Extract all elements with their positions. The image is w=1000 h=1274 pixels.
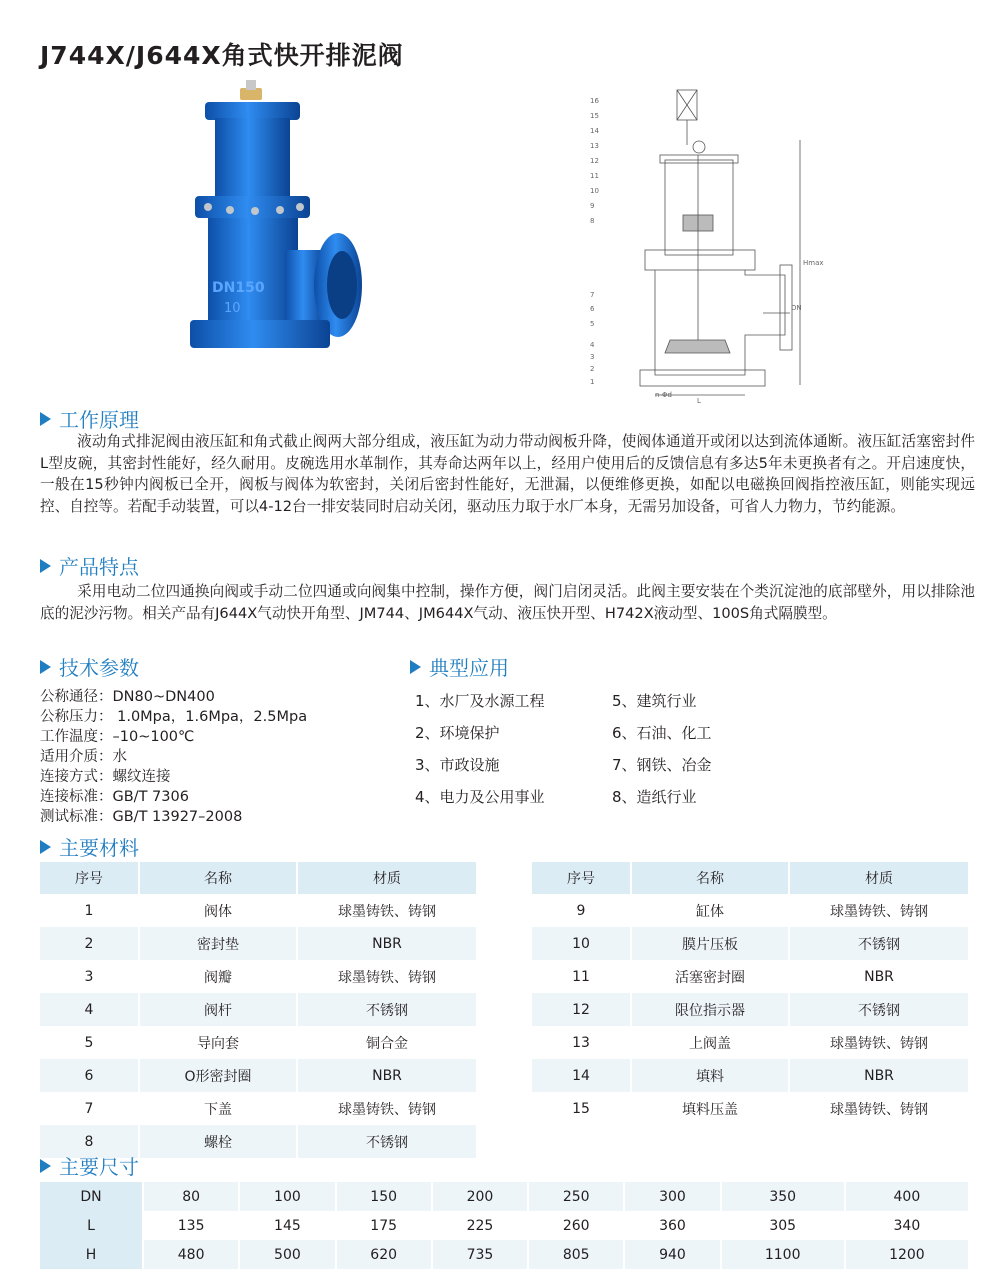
table-row	[532, 960, 969, 993]
cell: 限位指示器	[631, 993, 789, 1026]
section-title: 典型应用	[429, 656, 509, 680]
section-tech-params	[40, 652, 139, 681]
cell: 620	[336, 1240, 432, 1269]
table-row	[40, 993, 477, 1026]
callout-1: 1	[590, 378, 595, 386]
section-title: 技术参数	[59, 656, 139, 680]
table-row	[40, 927, 477, 960]
cell: 480	[143, 1240, 239, 1269]
row-header: DN	[40, 1182, 143, 1211]
cell: 9	[532, 894, 631, 927]
table-row	[40, 1182, 969, 1211]
callout-11: 11	[590, 172, 599, 180]
cell: 100	[239, 1182, 335, 1211]
cell: 球墨铸铁、铸钢	[789, 1092, 969, 1125]
cell: 不锈钢	[789, 927, 969, 960]
row-header: L	[40, 1211, 143, 1240]
col-header: 序号	[40, 862, 139, 894]
cell: 螺栓	[139, 1125, 297, 1158]
callout-7: 7	[590, 291, 595, 299]
callout-10: 10	[590, 187, 599, 195]
cell: 150	[336, 1182, 432, 1211]
cell: 300	[624, 1182, 720, 1211]
col-header: 名称	[631, 862, 789, 894]
cell: 缸体	[631, 894, 789, 927]
valve-section-diagram	[585, 85, 824, 405]
valve-photo	[180, 80, 380, 380]
cell: 阀杆	[139, 993, 297, 1026]
cell: 1	[40, 894, 139, 927]
application-item: 4、电力及公用事业	[415, 788, 545, 806]
table-row	[532, 1059, 969, 1092]
application-item: 2、环境保护	[415, 724, 500, 742]
cell: 940	[624, 1240, 720, 1269]
cell: 80	[143, 1182, 239, 1211]
cell: 填料	[631, 1059, 789, 1092]
cell: 175	[336, 1211, 432, 1240]
cell: NBR	[297, 1059, 477, 1092]
application-item: 6、石油、化工	[612, 724, 712, 742]
col-header: 材质	[789, 862, 969, 894]
section-applications	[410, 652, 509, 681]
cell: 球墨铸铁、铸钢	[297, 960, 477, 993]
cell: 145	[239, 1211, 335, 1240]
triangle-icon	[40, 1159, 51, 1173]
cell: 膜片压板	[631, 927, 789, 960]
cell: 12	[532, 993, 631, 1026]
col-header: 材质	[297, 862, 477, 894]
cell: 11	[532, 960, 631, 993]
tech-params-list	[40, 687, 307, 827]
triangle-icon	[410, 660, 421, 674]
cell: 260	[528, 1211, 624, 1240]
cell: 3	[40, 960, 139, 993]
cell: 下盖	[139, 1092, 297, 1125]
table-row	[40, 1026, 477, 1059]
hmax-label: Hmax	[803, 259, 824, 267]
cell: 球墨铸铁、铸钢	[297, 894, 477, 927]
cell: 805	[528, 1240, 624, 1269]
table-row	[40, 894, 477, 927]
photo-marking-dn: DN150	[212, 280, 265, 296]
callout-8: 8	[590, 217, 595, 225]
cell: 1100	[721, 1240, 845, 1269]
callout-5: 5	[590, 320, 595, 328]
callout-2: 2	[590, 365, 595, 373]
cell: 不锈钢	[297, 993, 477, 1026]
callout-12: 12	[590, 157, 599, 165]
cell: 不锈钢	[789, 993, 969, 1026]
param-item: 公称通径：DN80~DN400	[40, 689, 215, 705]
cell: 15	[532, 1092, 631, 1125]
application-item: 5、建筑行业	[612, 692, 697, 710]
applications-right	[612, 685, 712, 813]
table-row	[40, 1211, 969, 1240]
cell: 4	[40, 993, 139, 1026]
section-title: 工作原理	[59, 408, 139, 432]
cell: 13	[532, 1026, 631, 1059]
param-item: 适用介质：水	[40, 749, 127, 765]
cell: 1200	[845, 1240, 969, 1269]
materials-table-left	[40, 862, 478, 1158]
callout-16: 16	[590, 97, 599, 105]
table-row	[40, 960, 477, 993]
cell: 不锈钢	[297, 1125, 477, 1158]
callout-4: 4	[590, 341, 595, 349]
cell: 活塞密封圈	[631, 960, 789, 993]
triangle-icon	[40, 559, 51, 573]
row-header: H	[40, 1240, 143, 1269]
col-header: 名称	[139, 862, 297, 894]
photo-marking-pn: 10	[224, 301, 241, 316]
callout-13: 13	[590, 142, 599, 150]
cell: 球墨铸铁、铸钢	[789, 1026, 969, 1059]
param-item: 公称压力： 1.0Mpa，1.6Mpa，2.5Mpa	[40, 709, 308, 725]
cell: NBR	[297, 927, 477, 960]
cell: 10	[532, 927, 631, 960]
table-row	[532, 894, 969, 927]
table-header-row	[40, 862, 477, 894]
application-item: 1、水厂及水源工程	[415, 692, 545, 710]
section-materials	[40, 832, 139, 861]
paragraph: 液动角式排泥阀由液压缸和角式截止阀两大部分组成，液压缸为动力带动阀板升降，使阀体通道开或闭以达到流体通断。液压缸活塞密封件L型皮碗，其密封性能好，经久耐用。皮碗选用水革制作，其寿命达两年以上，经用户使用后的反馈信息有多达5年未更换者有之。开启速度快，一般在15秒钟内阀板已全开，阀板与阀体为软密封，关闭后密封性能好，无泄漏，以便维修更换，如配以电磁换回阀指控液压缸，则能实现远控、自控等。若配手动装置，可以4-12台一排安装同时启动关闭，驱动压力取于水厂本身，无需另加设备，可省人力物力，节约能源。	[40, 433, 975, 515]
application-item: 8、造纸行业	[612, 788, 697, 806]
paragraph: 采用电动二位四通换向阀或手动二位四通或向阀集中控制，操作方便，阀门启闭灵活。此阀主要安装在个类沉淀池的底部壁外，用以排除池底的泥沙污物。相关产品有J644X气动快开角型、JM744、JM644X气动、液压快开型、H742X液动型、100S角式隔膜型。	[40, 583, 975, 622]
table-row	[40, 1092, 477, 1125]
application-item: 3、市政设施	[415, 756, 500, 774]
cell: 阀体	[139, 894, 297, 927]
applications-left	[415, 685, 545, 813]
cell: 135	[143, 1211, 239, 1240]
cell: 5	[40, 1026, 139, 1059]
l-label: L	[697, 397, 701, 405]
cell: 球墨铸铁、铸钢	[297, 1092, 477, 1125]
cell: 225	[432, 1211, 528, 1240]
cell: NBR	[789, 960, 969, 993]
cell: 阀瓣	[139, 960, 297, 993]
cell: 200	[432, 1182, 528, 1211]
cell: 上阀盖	[631, 1026, 789, 1059]
triangle-icon	[40, 660, 51, 674]
callout-6: 6	[590, 305, 595, 313]
cell: 铜合金	[297, 1026, 477, 1059]
features-text	[40, 581, 975, 624]
table-row	[532, 1092, 969, 1125]
cell: 500	[239, 1240, 335, 1269]
cell: 360	[624, 1211, 720, 1240]
cell: 2	[40, 927, 139, 960]
cell: O形密封圈	[139, 1059, 297, 1092]
col-header: 序号	[532, 862, 631, 894]
cell: 400	[845, 1182, 969, 1211]
dn-label: DN	[791, 304, 802, 312]
cell: 6	[40, 1059, 139, 1092]
param-item: 连接方式：螺纹连接	[40, 769, 171, 785]
callout-14: 14	[590, 127, 599, 135]
dimensions-table	[40, 1182, 970, 1269]
materials-table-right	[532, 862, 970, 1125]
page-title: J744X/J644X角式快开排泥阀	[40, 41, 404, 70]
working-principle-text	[40, 431, 975, 517]
table-row	[40, 1240, 969, 1269]
callout-3: 3	[590, 353, 595, 361]
cell: 250	[528, 1182, 624, 1211]
bolt-hole-label: n-Φd	[655, 391, 672, 399]
cell: 球墨铸铁、铸钢	[789, 894, 969, 927]
cell: 340	[845, 1211, 969, 1240]
cell: 735	[432, 1240, 528, 1269]
param-item: 工作温度：–10~100℃	[40, 729, 195, 745]
triangle-icon	[40, 412, 51, 426]
section-title: 主要材料	[59, 836, 139, 860]
section-features	[40, 551, 139, 580]
section-title: 主要尺寸	[59, 1155, 139, 1179]
table-row	[40, 1059, 477, 1092]
cell: 7	[40, 1092, 139, 1125]
table-row	[532, 927, 969, 960]
section-working-principle	[40, 404, 139, 433]
table-header-row	[532, 862, 969, 894]
callout-9: 9	[590, 202, 595, 210]
callout-15: 15	[590, 112, 599, 120]
cell: 350	[721, 1182, 845, 1211]
cell: 填料压盖	[631, 1092, 789, 1125]
cell: 14	[532, 1059, 631, 1092]
param-item: 连接标准：GB/T 7306	[40, 789, 189, 805]
section-title: 产品特点	[59, 555, 139, 579]
triangle-icon	[40, 840, 51, 854]
cell: 8	[40, 1125, 139, 1158]
cell: 305	[721, 1211, 845, 1240]
param-item: 测试标准：GB/T 13927–2008	[40, 809, 243, 825]
cell: 导向套	[139, 1026, 297, 1059]
table-row	[532, 1026, 969, 1059]
cell: 密封垫	[139, 927, 297, 960]
section-dimensions	[40, 1151, 139, 1180]
cell: NBR	[789, 1059, 969, 1092]
application-item: 7、钢铁、冶金	[612, 756, 712, 774]
table-row	[532, 993, 969, 1026]
